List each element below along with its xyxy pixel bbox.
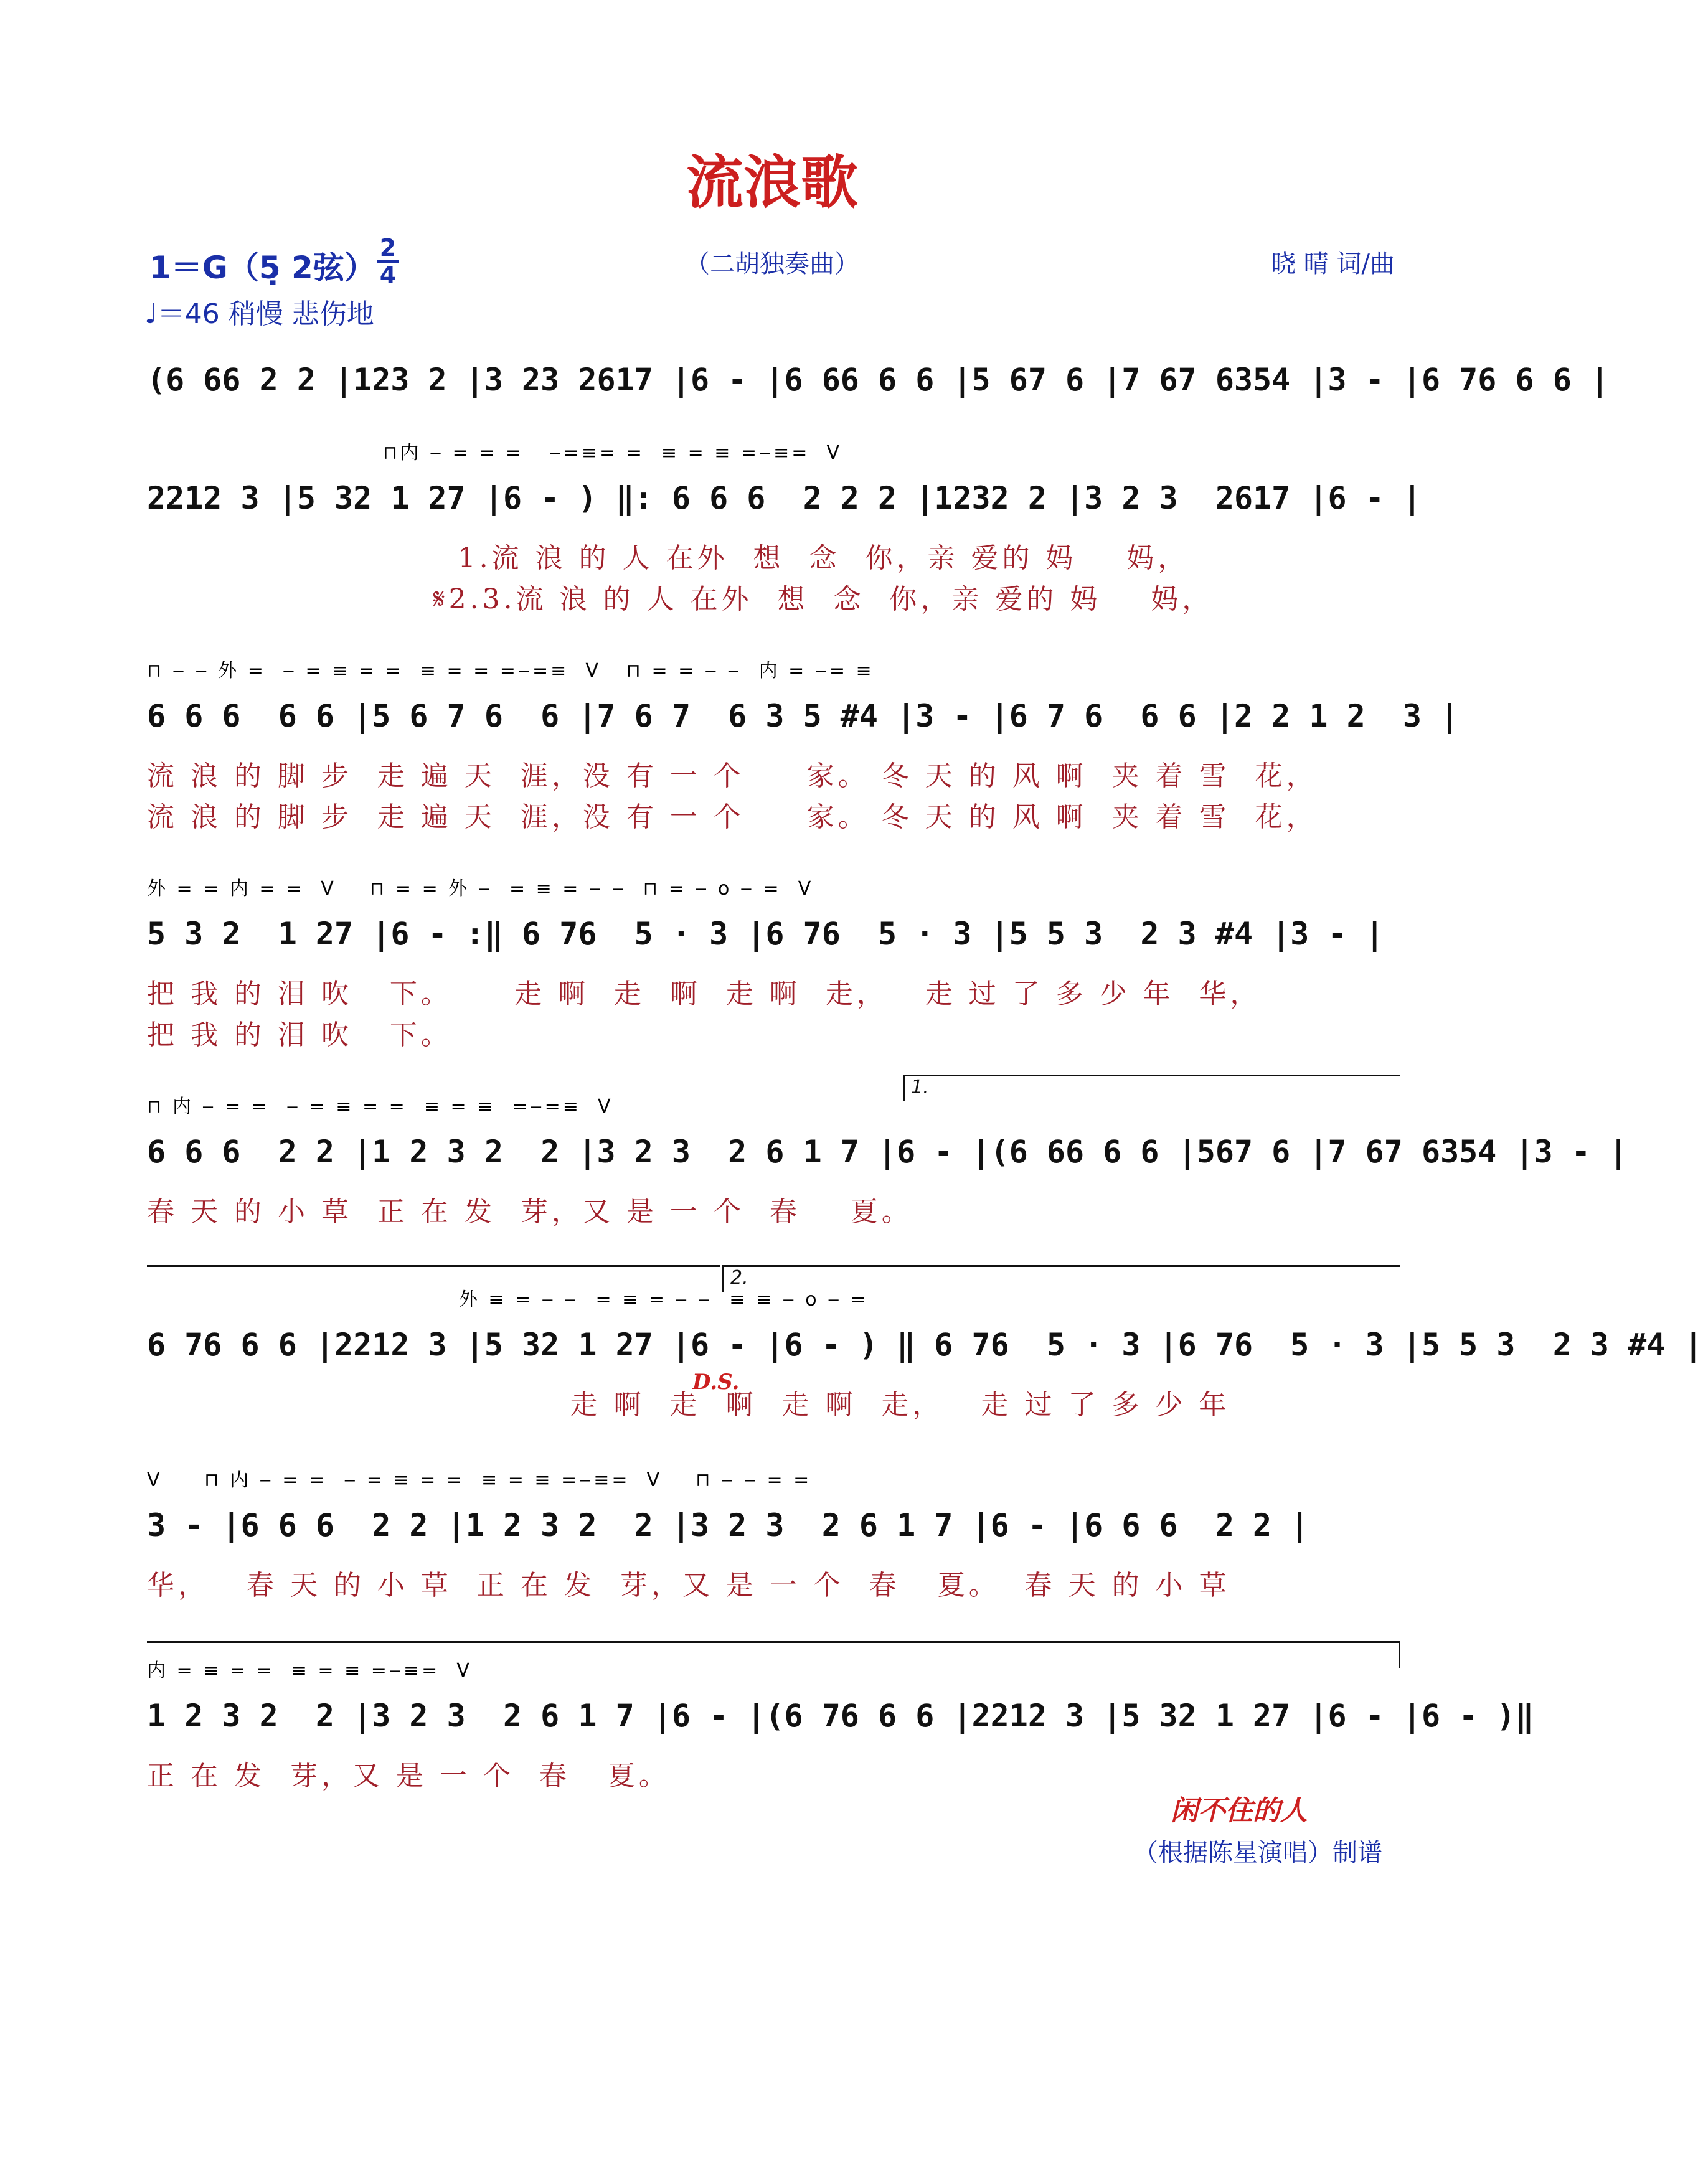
time-signature-bottom: 4 — [379, 261, 397, 289]
lyric-line-1: 流 浪 的 脚 步 走 遍 天 涯，没 有 一 个 家。 冬 天 的 风 啊 夹 着 雪 花， — [147, 760, 1318, 792]
lyric-line-1: 华， 春 天 的 小 草 正 在 发 芽，又 是 一 个 春 夏。 春 天 的 小 草 — [147, 1570, 1230, 1601]
lyric-line-2: 𝄋2.3.流 浪 的 人 在外 想 念 你，亲 爱的 妈 妈， — [147, 583, 1214, 615]
lyric-line-2: 把 我 的 泪 吹 下。 — [147, 1019, 452, 1051]
row-notes: 2212 3 |5 32 1 27 |6 - ) ‖: 6 6 6 2 2 2 |1232 2 |3 2 3 2617 |6 - | — [147, 480, 1422, 516]
row-bowing-marks: ⊓ ‒ ‒ 外 = ‒ = ≡ = = ≡ = = =‒=≡ V ⊓ = = ‒ ‒ 内 = ‒= ≡ — [147, 660, 874, 682]
row-bowing-marks: V ⊓ 内 ‒ = = ‒ = ≡ = = ≡ = ≡ =‒≡= V ⊓ ‒ ‒ = = — [147, 1469, 812, 1491]
lyric-line-1: 把 我 的 泪 吹 下。 走 啊 走 啊 走 啊 走， 走 过 了 多 少 年 华， — [147, 978, 1262, 1010]
row-notes: (6 66 2 2 |123 2 |3 23 2617 |6 - |6 66 6 6 |5 67 6 |7 67 6354 |3 - |6 76 6 6 | — [147, 362, 1609, 398]
row-notes: 6 6 6 2 2 |1 2 3 2 2 |3 2 3 2 6 1 7 |6 - |(6 66 6 6 |567 6 |7 67 6354 |3 - | — [147, 1134, 1628, 1170]
tempo-marking: ♩＝46 稍慢 悲伤地 — [144, 298, 374, 330]
lyric-line-1: 1.流 浪 的 人 在外 想 念 你，亲 爱的 妈 妈， — [147, 542, 1189, 574]
row-notes: 6 76 6 6 |2212 3 |5 32 1 27 |6 - |6 - ) ‖ 6 76 5 · 3 |6 76 5 · 3 |5 5 3 2 3 #4 | — [147, 1327, 1703, 1363]
dal-segno-marking: D.S. — [692, 1370, 740, 1395]
time-signature-top: 2 — [379, 234, 397, 261]
row-notes: 6 6 6 6 6 |5 6 7 6 6 |7 6 7 6 3 5 #4 |3 - |6 7 6 6 6 |2 2 1 2 3 | — [147, 698, 1460, 734]
arranger-signature: 闲不住的人 — [1171, 1795, 1308, 1827]
row-bowing-marks: ⊓ 内 ‒ = = ‒ = ≡ = = ≡ = ≡ =‒=≡ V — [147, 1096, 613, 1118]
song-title: 流浪歌 — [686, 149, 858, 216]
composer-credit: 晓 晴 词/曲 — [1271, 250, 1395, 278]
row-bowing-marks: 内 = ≡ = = ≡ = ≡ =‒≡= V — [147, 1660, 472, 1682]
subtitle: （二胡独奏曲） — [685, 250, 859, 278]
row-bowing-marks: 外 ≡ = ‒ ‒ = ≡ = ‒ ‒ ≡ ≡ ‒ o ‒ = — [147, 1289, 869, 1311]
arrangement-credit: （根据陈星演唱）制谱 — [1133, 1838, 1382, 1867]
second-ending-label: 2. — [730, 1267, 748, 1289]
first-ending-label: 1. — [911, 1076, 929, 1098]
lyric-line-1: 走 啊 走 啊 走 啊 走， 走 过 了 多 少 年 — [147, 1389, 1230, 1421]
lyric-line-1: 春 天 的 小 草 正 在 发 芽，又 是 一 个 春 夏。 — [147, 1196, 913, 1228]
row-notes: 3 - |6 6 6 2 2 |1 2 3 2 2 |3 2 3 2 6 1 7 |6 - |6 6 6 2 2 | — [147, 1507, 1309, 1543]
key-signature: 1＝G（5̣ 2弦） — [149, 250, 375, 286]
row-bowing-marks: 外 = = 内 = = V ⊓ = = 外 ‒ = ≡ = ‒ ‒ ⊓ = ‒ o ‒ = V — [147, 878, 814, 900]
lyric-line-2: 流 浪 的 脚 步 走 遍 天 涯，没 有 一 个 家。 冬 天 的 风 啊 夹 着 雪 花， — [147, 801, 1318, 833]
row-notes: 1 2 3 2 2 |3 2 3 2 6 1 7 |6 - |(6 76 6 6 |2212 3 |5 32 1 27 |6 - |6 - )‖ — [147, 1698, 1534, 1734]
lyric-line-1: 正 在 发 芽，又 是 一 个 春 夏。 — [147, 1760, 670, 1792]
row-notes: 5 3 2 1 27 |6 - :‖ 6 76 5 · 3 |6 76 5 · 3 |5 5 3 2 3 #4 |3 - | — [147, 916, 1384, 952]
row-bowing-marks: ⊓内 ‒ = = = ‒=≡= = ≡ = ≡ =‒≡= V — [147, 442, 842, 464]
